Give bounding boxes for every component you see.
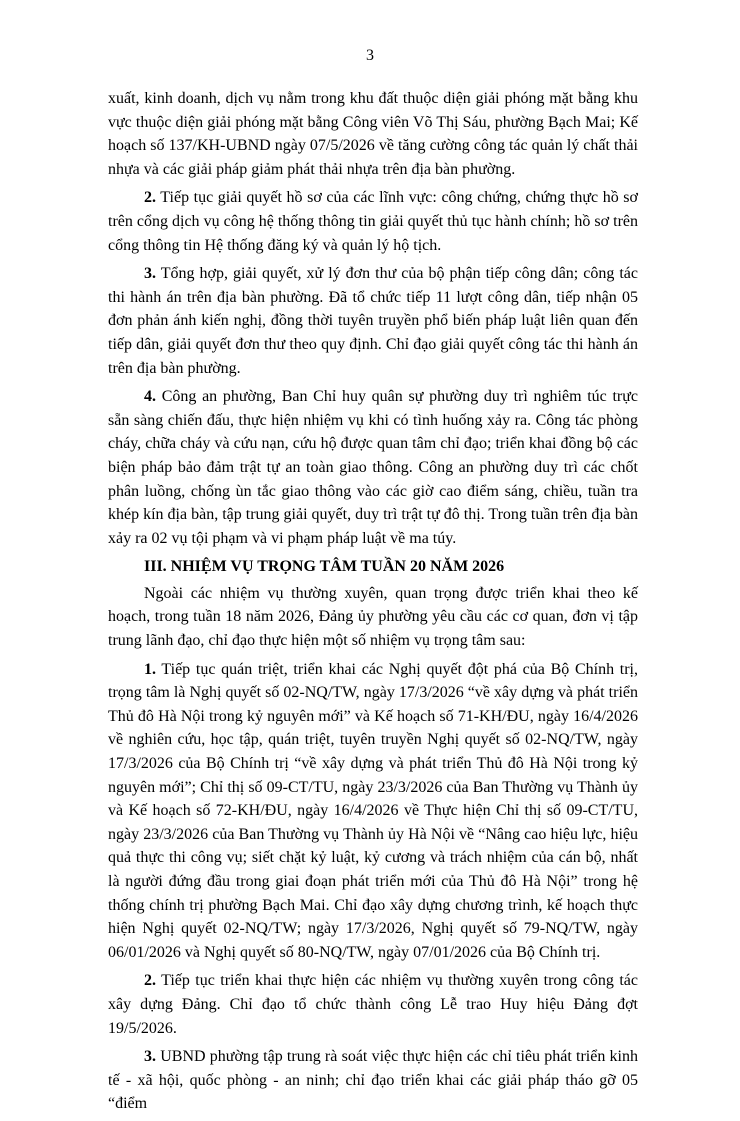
paragraph-item-2 [108,186,638,257]
paragraph-task-1 [108,658,638,965]
paragraph-intro: Ngoài các nhiệm vụ thường xuyên, quan trọng được triển khai theo kế hoạch, trong tuần 18 năm 2026, Đảng ủy phường yêu cầu các cơ quan, đơn vị tập trung lãnh đạo, chỉ đạo thực hiện một số nhiệm vụ trọng tâm sau: [108,584,638,650]
paragraph-text: Tổng hợp, giải quyết, xử lý đơn thư của bộ phận tiếp công dân; công tác thi hành án trên địa bàn phường. Đã tổ chức tiếp 11 lượt công dân, tiếp nhận 05 đơn phản ánh kiến nghị, đồng thời tuyên truyền phổ biến pháp luật liên quan đến tiếp dân, giải quyết đơn thư theo quy định. Chỉ đạo giải quyết công tác thi hành án trên địa bàn phường. [108,265,638,377]
item-number: 3. [144,1048,156,1066]
item-number: 4. [144,388,156,406]
paragraph-task-3 [108,1045,638,1116]
paragraph-item-4 [108,385,638,550]
item-number: 1. [144,660,156,678]
document-body [108,87,638,1121]
paragraph-text: Tiếp tục quán triệt, triển khai các Nghị quyết đột phá của Bộ Chính trị, trọng tâm là Nghị quyết số 02-NQ/TW, ngày 17/3/2026 “về xây dựng và phát triển Thủ đô Hà Nội trong kỷ nguyên mới” và Kế hoạch số 71-KH/ĐU, ngày 16/4/2026 về nghiên cứu, học tập, quán triệt, tuyên truyền Nghị quyết số 02-NQ/TW, ngày 17/3/2026 của Bộ Chính trị “về xây dựng và phát triển Thủ đô Hà Nội trong kỷ nguyên mới”; Chỉ thị số 09-CT/TU, ngày 23/3/2026 của Ban Thường vụ Thành ủy và Kế hoạch số 72-KH/ĐU, ngày 16/4/2026 về Thực hiện Chỉ thị số 09-CT/TU, ngày 23/3/2026 của Ban Thường vụ Thành ủy Hà Nội về “Nâng cao hiệu lực, hiệu quả thực thi công vụ; siết chặt kỷ luật, kỷ cương và trách nhiệm của cán bộ, nhất là người đứng đầu trong giai đoạn phát triển mới của Thủ đô Hà Nội” trong hệ thống chính trị phường Bạch Mai. Chỉ đạo xây dựng chương trình, kế hoạch thực hiện Nghị quyết 02-NQ/TW; ngày 17/3/2026, Nghị quyết số 79-NQ/TW, ngày 06/01/2026 và Nghị quyết số 80-NQ/TW, ngày 07/01/2026 của Bộ Chính trị. [108,660,638,961]
paragraph-text: Tiếp tục giải quyết hồ sơ của các lĩnh vực: công chứng, chứng thực hồ sơ trên cổng dịch vụ công hệ thống thông tin giải quyết thủ tục hành chính; hồ sơ trên cổng thông tin Hệ thống đăng ký và quản lý hộ tịch. [108,189,638,254]
paragraph-item-3 [108,262,638,380]
paragraph-continuation: xuất, kinh doanh, dịch vụ nằm trong khu đất thuộc diện giải phóng mặt bằng khu vực thuộc diện giải phóng mặt bằng Công viên Võ Thị Sáu, phường Bạch Mai; Kế hoạch số 137/KH-UBND ngày 07/5/2026 về tăng cường công tác quản lý chất thải nhựa và các giải pháp giảm phát thải nhựa trên địa bàn phường. [108,90,638,178]
paragraph-text: UBND phường tập trung rà soát việc thực hiện các chỉ tiêu phát triển kinh tế - xã hội, quốc phòng - an ninh; chỉ đạo triển khai các giải pháp tháo gỡ 05 “điểm [108,1048,638,1113]
item-number: 3. [144,265,156,283]
section-heading: III. NHIỆM VỤ TRỌNG TÂM TUẦN 20 NĂM 2026 [144,558,505,576]
page-number: 3 [366,47,374,64]
paragraph-task-2 [108,969,638,1040]
item-number: 2. [144,189,156,207]
paragraph-text: Tiếp tục triển khai thực hiện các nhiệm vụ thường xuyên trong công tác xây dựng Đảng. Chỉ đạo tổ chức thành công Lễ trao Huy hiệu Đảng đợt 19/5/2026. [108,972,638,1037]
paragraph-text: Công an phường, Ban Chỉ huy quân sự phường duy trì nghiêm túc trực sẵn sàng chiến đấu, thực hiện nhiệm vụ khi có tình huống xảy ra. Công tác phòng cháy, chữa cháy và cứu nạn, cứu hộ được quan tâm chỉ đạo; triển khai đồng bộ các biện pháp bảo đảm trật tự an toàn giao thông. Công an phường duy trì các chốt phân luồng, chống ùn tắc giao thông vào các giờ cao điểm sáng, chiều, tuần tra khép kín địa bàn, tập trung giải quyết, duy trì trật tự đô thị. Trong tuần trên địa bàn xảy ra 02 vụ tội phạm và vi phạm pháp luật về ma túy. [108,388,638,547]
item-number: 2. [144,972,156,990]
